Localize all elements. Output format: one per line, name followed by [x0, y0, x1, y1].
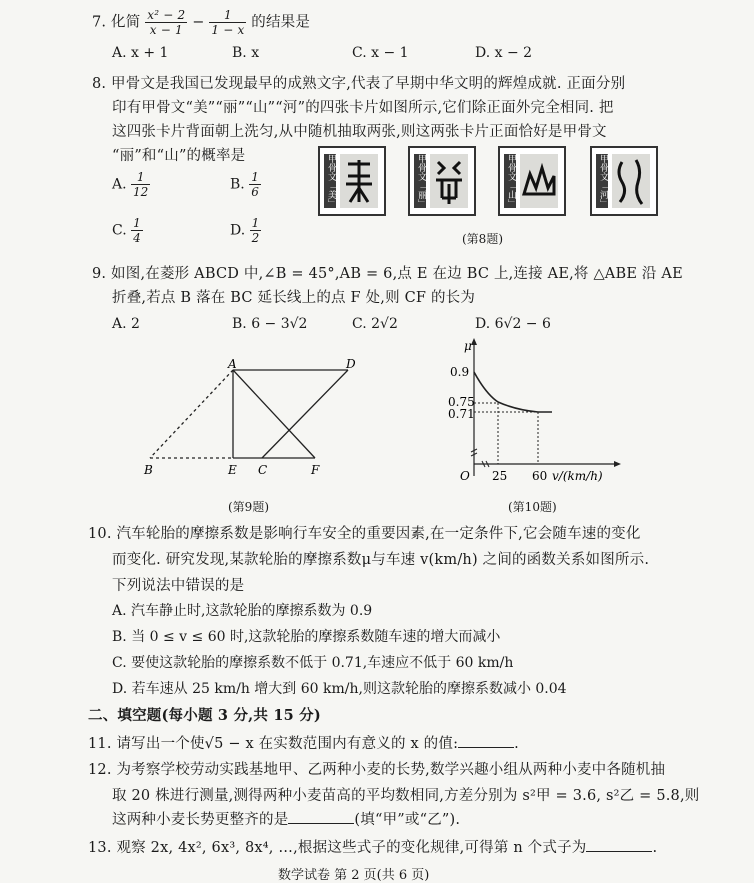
q12-line-1: 12. 为考察学校劳动实践基地甲、乙两种小麦的长势,数学兴趣小组从两种小麦中各随机抽 [88, 762, 666, 778]
q8-caption: (第8题) [462, 232, 503, 246]
q7-option-d[interactable]: D. x − 2 [475, 45, 533, 61]
q8-line-4: “丽”和“山”的概率是 [112, 148, 246, 164]
q8-option-d[interactable]: D. $\frac{1}{2}$ [230, 216, 260, 245]
q7-minus: − [192, 14, 205, 31]
q9-option-b[interactable]: B. 6 − 3√2 [232, 316, 308, 332]
q8-option-a[interactable]: A. $\frac{1}{12}$ [112, 170, 149, 199]
oracle-glyph-shan [520, 154, 558, 208]
oracle-glyph-he [612, 154, 650, 208]
x-tick-60: 60 [532, 469, 548, 483]
q7-option-a[interactable]: A. x + 1 [112, 45, 169, 61]
q7-option-b[interactable]: B. x [232, 45, 260, 61]
q9-rhombus-figure [140, 357, 370, 480]
card-shan [498, 146, 566, 216]
q10-option-c[interactable]: C. 要使这款轮胎的摩擦系数不低于 0.71,车速应不低于 60 km/h [112, 655, 514, 671]
q7-stem [92, 8, 310, 37]
point-d-label: D [346, 357, 356, 371]
oracle-glyph-li [430, 154, 468, 208]
point-e-label: E [228, 463, 237, 477]
q7-option-c[interactable]: C. x − 1 [352, 45, 409, 61]
q9-option-d[interactable]: D. 6√2 − 6 [475, 316, 551, 332]
q13-answer-blank[interactable] [586, 839, 652, 852]
q11-answer-blank[interactable] [458, 735, 514, 748]
q12-line-2: 取 20 株进行测量,测得两种小麦苗高的平均数相同,方差分别为 s²甲 = 3.6, s²乙 = 5.8,则 [112, 788, 700, 804]
q7-stem-after: 的结果是 [251, 14, 311, 31]
q7-stem-before: 7. 化简 [92, 14, 141, 31]
oracle-glyph-mei [340, 154, 378, 208]
q10-line-3: 下列说法中错误的是 [112, 578, 245, 594]
x-tick-25: 25 [492, 469, 508, 483]
segment-ab-dashed [150, 370, 233, 458]
q10-line-1: 10. 汽车轮胎的摩擦系数是影响行车安全的重要因素,在一定条件下,它会随车速的变化 [88, 526, 641, 542]
q7-fraction-2: $\frac{1}{1 - x}$ [211, 8, 245, 37]
q9-caption: (第9题) [228, 500, 269, 514]
q8-line-3: 这四张卡片背面朝上洗匀,从中随机抽取两张,则这两张卡片正面恰好是甲骨文 [112, 124, 607, 140]
friction-curve [474, 372, 552, 412]
q9-option-c[interactable]: C. 2√2 [352, 316, 398, 332]
card-li-label: 甲骨文「丽」 [416, 154, 426, 208]
q9-line-1: 9. 如图,在菱形 ABCD 中,∠B = 45°,AB = 6,点 E 在边 BC 上,连接 AE,将 △ABE 沿 AE [92, 266, 683, 282]
x-axis-label: v/(km/h) [552, 469, 603, 483]
card-shan-label: 甲骨文「山」 [506, 154, 516, 208]
segment-dc [262, 370, 348, 458]
q11-stem: 11. 请写出一个使√5 − x 在实数范围内有意义的 x 的值: . [88, 736, 519, 752]
q13-text: 13. 观察 2x, 4x², 6x³, 8x⁴, …,根据这些式子的变化规律,可得第 n 个式子为 [88, 840, 587, 856]
point-c-label: C [258, 463, 268, 477]
q10-option-d[interactable]: D. 若车速从 25 km/h 增大到 60 km/h,则这款轮胎的摩擦系数减小 0.04 [112, 681, 567, 697]
q8-option-c[interactable]: C. $\frac{1}{4}$ [112, 216, 141, 245]
y-axis-arrow-icon [471, 338, 477, 345]
y-tick-071: 0.71 [448, 407, 475, 421]
card-mei [318, 146, 386, 216]
q12-answer-blank[interactable] [288, 811, 354, 824]
y-tick-09: 0.9 [450, 365, 470, 379]
card-he-label: 甲骨文「河」 [598, 154, 608, 208]
q13-stem: 13. 观察 2x, 4x², 6x³, 8x⁴, …,根据这些式子的变化规律,可得第 n 个式子为 . [88, 840, 658, 856]
origin-label: O [460, 469, 470, 483]
point-a-label: A [228, 357, 237, 371]
card-he [590, 146, 658, 216]
card-li [408, 146, 476, 216]
point-b-label: B [144, 463, 153, 477]
q10-caption: (第10题) [508, 500, 557, 514]
q8-line-2: 印有甲骨文“美”“丽”“山”“河”的四张卡片如图所示,它们除正面外完全相同. 把 [112, 100, 614, 116]
q10-line-2: 而变化. 研究发现,某款轮胎的摩擦系数μ与车速 v(km/h) 之间的函数关系如图所示. [112, 552, 650, 568]
q11-text: 11. 请写出一个使√5 − x 在实数范围内有意义的 x 的值: [88, 736, 459, 752]
y-axis-label: μ [464, 339, 472, 353]
point-f-label: F [311, 463, 320, 477]
x-axis-arrow-icon [614, 461, 621, 467]
q8-option-b[interactable]: B. $\frac{1}{6}$ [230, 170, 259, 199]
q12-line-3: 这两种小麦长势更整齐的是 (填“甲”或“乙”). [112, 812, 461, 828]
q10-graph [448, 336, 622, 496]
q8-line-1: 8. 甲骨文是我国已发现最早的成熟文字,代表了早期中华文明的辉煌成就. 正面分别 [92, 76, 626, 92]
q10-option-a[interactable]: A. 汽车静止时,这款轮胎的摩擦系数为 0.9 [112, 603, 373, 619]
page-footer: 数学试卷 第 2 页(共 6 页) [278, 868, 430, 883]
section-heading-fill-in: 二、填空题(每小题 3 分,共 15 分) [88, 707, 321, 724]
q10-option-b[interactable]: B. 当 0 ≤ v ≤ 60 时,这款轮胎的摩擦系数随车速的增大而减小 [112, 629, 501, 645]
y-tick-075: 0.75 [448, 395, 475, 409]
q7-fraction-1: $\frac{\text{x² − 2}}{x - 1}$ [147, 8, 186, 37]
q9-option-a[interactable]: A. 2 [112, 316, 140, 332]
q9-line-2: 折叠,若点 B 落在 BC 延长线上的点 F 处,则 CF 的长为 [112, 290, 476, 306]
card-mei-label: 甲骨文「美」 [326, 154, 336, 208]
